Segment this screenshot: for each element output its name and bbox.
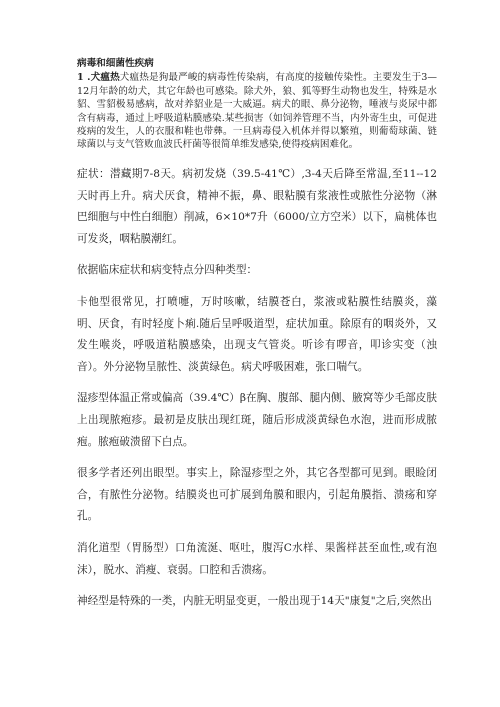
catarrhal-type-paragraph: 卡他型很常见，打喷嚏，万时咳嗽，结膜苍白，浆液或粘膜性结膜炎，藻明、厌食，有时轻度卜痢.随后呈呼吸道型，症状加重。除原有的咽炎外，又发生喉炎，呼吸道粘膜感染，出现支气管炎。听诊有啰音，叩诊实变（浊音）。外分泌物呈脓性、淡黄绿色。病犬呼吸困难，张口喘气。 xyxy=(77,295,437,373)
intro-section xyxy=(77,57,437,152)
eye-type-paragraph: 很多学者还列出眼型。事实上，除湿疹型之外，其它各型都可见到。眼睑闭合，有脓性分泌物。结膜炎也可扩展到角膜和眼内，引起角膜指、溃疡和穿孔。 xyxy=(77,467,437,523)
neural-type-paragraph: 神经型是特殊的一类，内脏无明显变更，一般出现于14天"康复"之后,突然出 xyxy=(77,595,432,608)
intro-lead: 1 .犬瘟热 xyxy=(77,72,120,84)
types-intro-paragraph: 依据临床症状和病变特点分四种类型： xyxy=(77,264,258,277)
digestive-type-paragraph: 消化道型（胃肠型）口角流涎、呕吐，腹泻C水样、果酱样甚至血性,或有泡沫），脱水、消瘦、衰弱。口腔和舌溃疡。 xyxy=(77,541,437,576)
symptoms-paragraph: 症状：潜藏期7-8天。病初发烧（39.5-41℃）,3-4天后降至常温,至11--12天时再上升。病犬厌食，精神不振，鼻、眼粘膜有浆液性或脓性分泌物（淋巴细胞与中性白细胞）削减，6×10*7升（6000/立方空米）以下，扁桃体也可发炎，咽粘膜潮红。 xyxy=(77,168,437,245)
document-title: 病毒和细菌性疾病 xyxy=(77,58,154,69)
body-section xyxy=(77,164,437,623)
intro-paragraph xyxy=(77,71,437,151)
intro-text: 犬瘟热是狗最严峻的病毒性传染病，有高度的接触传染性。主要发生于3—12月年龄的幼犬，其它年龄也可感染。除犬外，狼、狐等野生动物也发生，特殊是水貂、雪貂极易感病，故对养貂业是一大威逼。病犬的眼、鼻分泌物，唾液与炎尿中都含有病毒，通过上呼吸道粘膜感染.某些损害（如饲养管理不当，内外寄生虫，可促进疫病的发生，人的衣服和鞋也带彝。一旦病毒侵入机体并得以繁殖，则葡萄球菌、链球菌以与支气管败血波氏杆菌等很简单维发感染,使得疫病困难化。 xyxy=(77,72,437,151)
eczema-type-paragraph: 湿疹型体温正常或偏高（39.4℃）β在胸、腹部、腿内侧、腋窝等少毛部皮肤上出现脓疱疹。最初是皮肤出现红斑，随后形成淡黄绿色水泡，进而形成脓疱。脓疱破溃留下白点。 xyxy=(77,392,437,448)
